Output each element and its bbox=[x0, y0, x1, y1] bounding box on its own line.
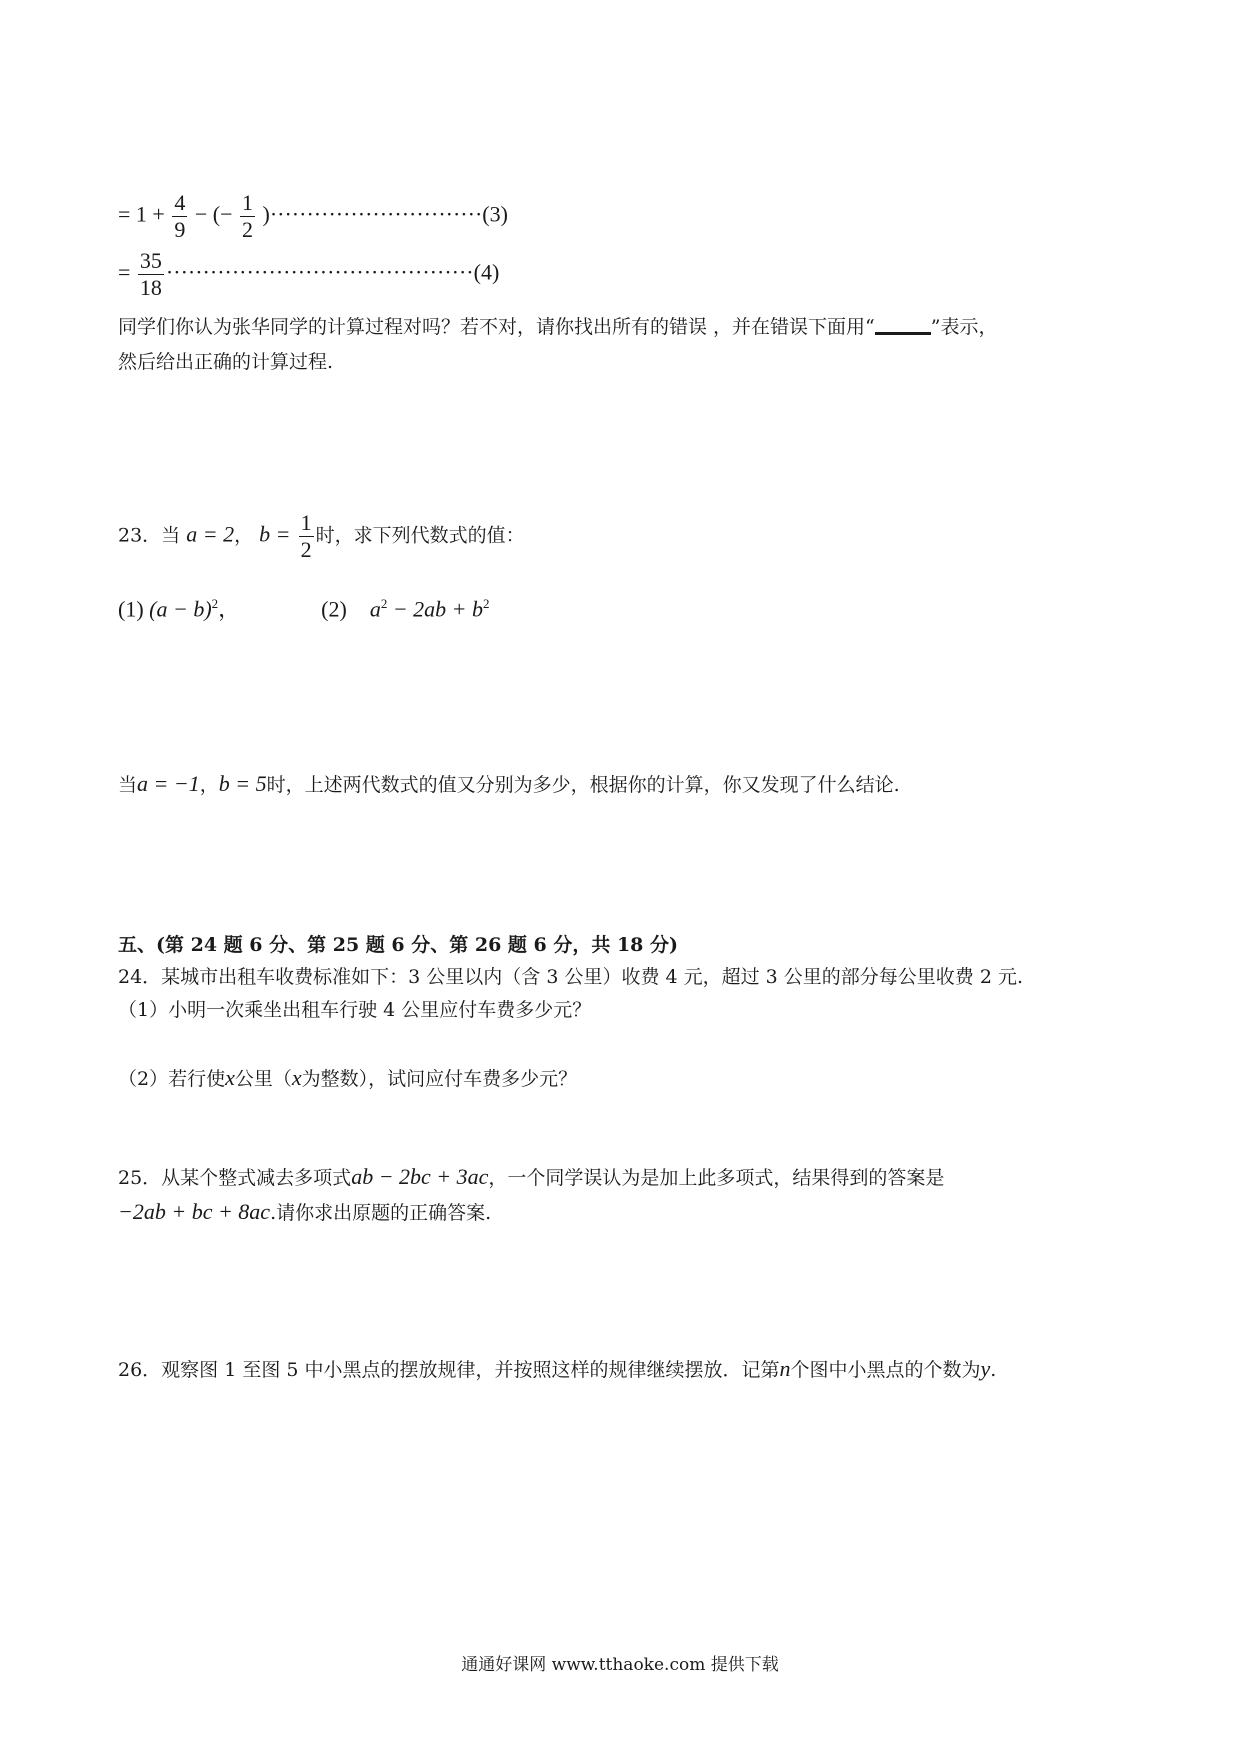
calc-step-4 bbox=[118, 248, 499, 301]
leader-dots: ·········································· bbox=[165, 259, 474, 285]
polynomial-2: −2ab + bc + 8ac bbox=[118, 1199, 271, 1224]
part-2-label: (2) bbox=[321, 596, 347, 622]
part-1-expr: (a − b) bbox=[149, 596, 212, 622]
q22-instruction-line2: 然后给出正确的计算过程. bbox=[118, 351, 334, 373]
equals-sign: = bbox=[118, 201, 131, 227]
condition-b: b = bbox=[259, 521, 291, 547]
q22-instruction-line1: 同学们你认为张华同学的计算过程对吗？若不对，请你找出所有的错误 ，并在错误下面用“ ”表示， bbox=[118, 316, 998, 338]
q24-stem: 24．某城市出租车收费标准如下：3 公里以内（含 3 公里）收费 4 元，超过 3 公里的部分每公里收费 2 元. bbox=[118, 966, 1024, 988]
q23-followup: 当a = −1，b = 5时，上述两代数式的值又分别为多少，根据你的计算，你又发现了什么结论. bbox=[118, 771, 900, 796]
q23-parts: (1) $(a - b)^2$， (2) $a^2 - 2ab + b^2$ bbox=[118, 596, 490, 622]
fraction-4-9: $\frac{4}{9}$ bbox=[174, 190, 186, 242]
calc-step-3 bbox=[118, 190, 508, 243]
term-one: 1 bbox=[135, 201, 147, 227]
q25-line1: 25．从某个整式减去多项式ab − 2bc + 3ac，一个同学误认为是加上此多项式，结果得到的答案是 bbox=[118, 1164, 945, 1189]
condition-b2: b = 5 bbox=[218, 771, 267, 796]
open-paren: (− bbox=[212, 201, 233, 227]
step-label: (3) bbox=[482, 201, 508, 227]
minus-sign: − bbox=[194, 201, 208, 227]
fraction-1-2: $\frac{1}{2}$ bbox=[300, 510, 312, 562]
close-paren: ) bbox=[262, 201, 270, 227]
part-1-label: (1) bbox=[118, 596, 144, 622]
leader-dots: ····························· bbox=[269, 201, 483, 227]
q23-stem: 23．当 a = 2， b = $\frac{1}{2}$ 时，求下列代数式的值： bbox=[118, 510, 525, 562]
condition-a2: a = −1 bbox=[137, 771, 200, 796]
q24-part-1: （1）小明一次乘坐出租车行驶 4 公里应付车费多少元？ bbox=[118, 999, 592, 1021]
equals-sign: = bbox=[118, 259, 131, 285]
q24-part-2: （2）若行使x公里（x为整数），试问应付车费多少元？ bbox=[118, 1065, 578, 1090]
plus-sign: + bbox=[152, 201, 165, 227]
condition-a: a = 2 bbox=[186, 521, 235, 547]
fraction-1-2: $\frac{1}{2}$ bbox=[242, 190, 253, 242]
underline-mark bbox=[875, 318, 931, 335]
polynomial-1: ab − 2bc + 3ac bbox=[351, 1164, 489, 1189]
section-heading: 五、(第 24 题 6 分、第 25 题 6 分、第 26 题 6 分，共 18 分) bbox=[118, 934, 679, 956]
page-footer: 通通好课网 www.tthaoke.com 提供下载 bbox=[461, 1655, 779, 1675]
fraction-35-18: $\frac{35}{18}$ bbox=[139, 248, 162, 300]
step-label: (4) bbox=[473, 259, 500, 285]
q25-line2: −2ab + bc + 8ac.请你求出原题的正确答案. bbox=[118, 1199, 492, 1224]
q26-stem: 26．观察图 1 至图 5 中小黑点的摆放规律，并按照这样的规律继续摆放．记第n个图中小黑点的个数为y. bbox=[118, 1356, 997, 1381]
